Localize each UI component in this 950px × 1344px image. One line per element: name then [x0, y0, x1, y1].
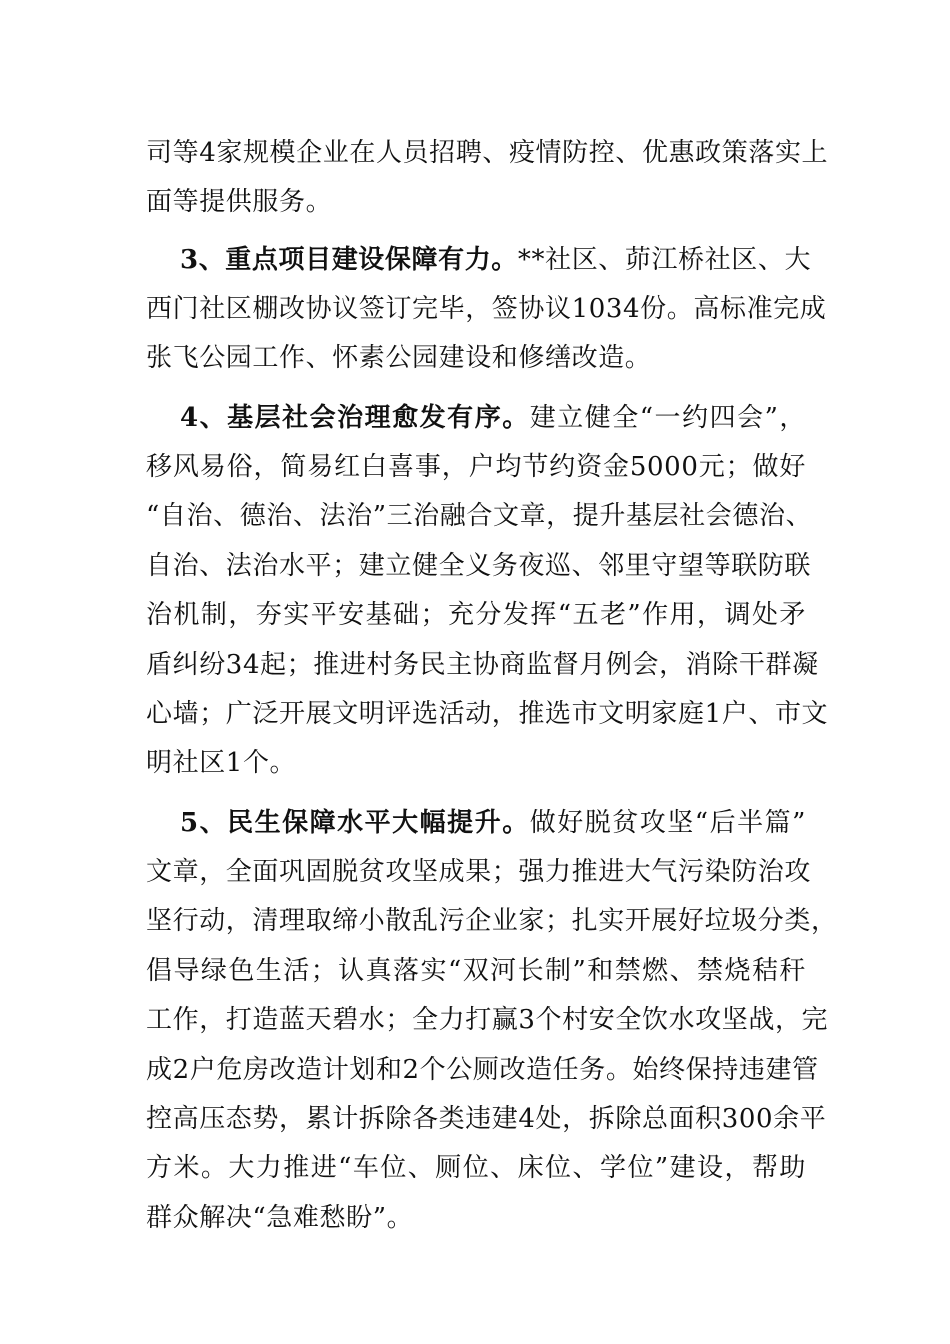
body-line: 成2户危房改造计划和2个公厕改造任务。始终保持违建管 [146, 1055, 819, 1085]
body-line: 控高压态势，累计拆除各类违建4处，拆除总面积300余平 [146, 1104, 827, 1134]
body-line: 移风易俗，简易红白喜事，户均节约资金5000元；做好 [146, 452, 806, 482]
body-text: 建立健全“一约四会”， [529, 403, 806, 433]
body-line: 盾纠纷34起；推进村务民主协商监督月例会，消除干群凝 [146, 650, 819, 680]
body-text: 做好脱贫攻坚“后半篇” [529, 808, 806, 838]
body-line: 方米。大力推进“车位、厕位、床位、学位”建设，帮助 [146, 1153, 806, 1183]
paragraph-5-first-line [180, 798, 806, 848]
section-heading-5: 5、民生保障水平大幅提升。 [180, 808, 530, 838]
body-line: 西门社区棚改协议签订完毕，签协议1034份。高标准完成 [146, 294, 827, 324]
body-line: 明社区1个。 [146, 748, 297, 778]
body-line: 倡导绿色生活；认真落实“双河长制”和禁燃、禁烧秸秆 [146, 956, 806, 986]
body-line: 群众解决“急难愁盼”。 [146, 1203, 414, 1233]
body-line: “自治、德治、法治”三治融合文章，提升基层社会德治、 [146, 501, 813, 531]
body-line: 文章，全面巩固脱贫攻坚成果；强力推进大气污染防治攻 [146, 857, 812, 887]
body-line: 自治、法治水平；建立健全义务夜巡、邻里守望等联防联 [146, 551, 812, 581]
section-heading-4: 4、基层社会治理愈发有序。 [180, 403, 530, 433]
paragraph-3-first-line [180, 235, 812, 285]
body-line: 张飞公园工作、怀素公园建设和修缮改造。 [146, 343, 652, 373]
section-heading-3: 3、重点项目建设保障有力。 [180, 245, 518, 275]
paragraph-4-first-line [180, 393, 806, 443]
body-line: 治机制，夯实平安基础；充分发挥“五老”作用，调处矛 [146, 600, 806, 630]
body-text: **社区、茆江桥社区、大 [517, 245, 812, 275]
body-line: 工作，打造蓝天碧水；全力打赢3个村安全饮水攻坚战，完 [146, 1005, 829, 1035]
body-line: 坚行动，清理取缔小散乱污企业家；扎实开展好垃圾分类， [146, 906, 838, 936]
body-line: 心墙；广泛开展文明评选活动，推选市文明家庭1户、市文 [146, 699, 829, 729]
body-line: 司等4家规模企业在人员招聘、疫情防控、优惠政策落实上 [146, 138, 829, 168]
body-line: 面等提供服务。 [146, 187, 333, 217]
